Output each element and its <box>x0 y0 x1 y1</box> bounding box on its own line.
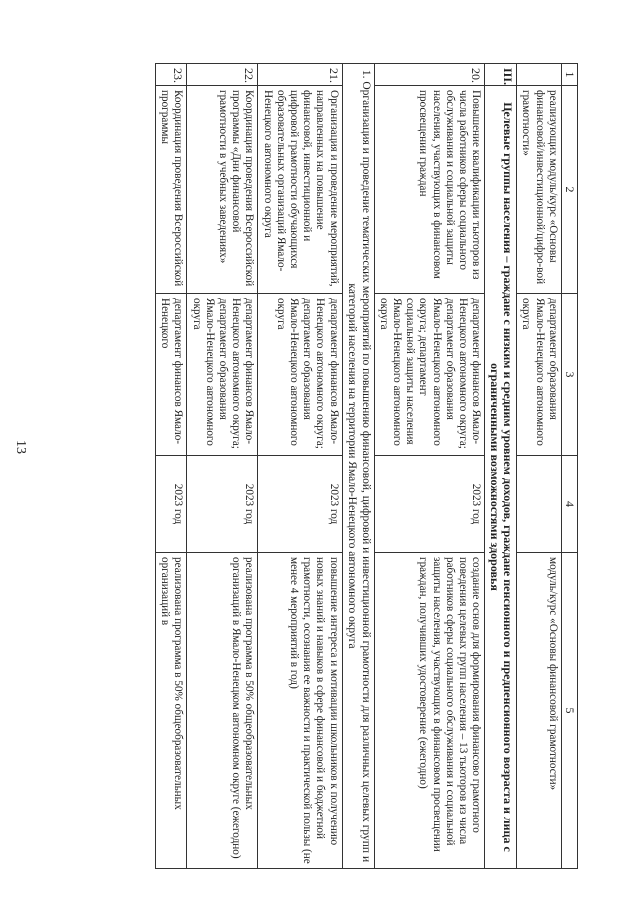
subsection-title: 1. Организация и проведение тематических мероприятий по повышению финансовой, цифровой и инвестиционной грамотности для различных целевых групп и категорий населения на территории Ямало-Ненецкого автономного округа <box>342 64 374 869</box>
row-result: реализована программа в 50% общеобразовательных организаций в Ямало-Ненецком автономном округе (ежегодно) <box>187 553 258 869</box>
table-row <box>374 64 485 869</box>
table-row <box>187 64 258 869</box>
header-col-5: 5 <box>561 553 577 869</box>
row-num: 22. <box>187 64 258 86</box>
row-executor: департамент финансов Ямало-Ненецкого автономного округа; департамент образования Ямало-Ненецкого автономного округа <box>258 294 342 456</box>
row-term: 2023 год <box>155 456 186 553</box>
row-term: 2023 год <box>374 456 485 553</box>
row-name: Организация и проведение мероприятий, направленных на повышение финансовой, инвестиционной и цифровой грамотности обучающихся образовательных организаций Ямало-Ненецкого автономного округа <box>258 86 342 294</box>
row-name: Координация проведения Всероссийской программы <box>155 86 186 294</box>
row-name: реализующих модуль/курс «Основы финансовой/инвестиционной/цифро-вой грамотности» <box>517 86 562 294</box>
row-executor: департамент образования Ямало-Ненецкого автономного округа <box>517 294 562 456</box>
row-executor: департамент финансов Ямало-Ненецкого <box>155 294 186 456</box>
header-col-4: 4 <box>561 456 577 553</box>
row-result: реализована программа в 50% общеобразовательных организаций в <box>155 553 186 869</box>
row-executor: департамент финансов Ямало-Ненецкого автономного округа; департамент образования Ямало-Ненецкого автономного округа <box>187 294 258 456</box>
page-number: 13 <box>13 440 28 454</box>
row-executor: департамент финансов Ямало-Ненецкого автономного округа; департамент образования Ямало-Ненецкого автономного округа; департамент социальной защиты населения Ямало-Ненецкого автономного округа <box>374 294 485 456</box>
row-result: создание основ для формирования финансово грамотного поведения целевых групп населения – 13 тьюторов из числа работников сферы социального обслуживания и социальной защиты населения, участвующих в финансовом просвещении граждан, получивших удостоверение (ежегодно) <box>374 553 485 869</box>
row-name: Координация проведения Всероссийской программы «Дни финансовой грамотности в учебных заведениях» <box>187 86 258 294</box>
row-name: Повышение квалификации тьюторов из числа работников сферы социального обслуживания и социальной защиты населения, участвующих в финансовом просвещении граждан <box>374 86 485 294</box>
section-row <box>485 64 517 869</box>
row-num <box>517 64 562 86</box>
header-col-3: 3 <box>561 294 577 456</box>
row-num: 21. <box>258 64 342 86</box>
row-result: модуль/курс «Основы финансовой грамотности» <box>517 553 562 869</box>
section-title: Целевые группы населения – граждане с низким и средним уровнем доходов, граждане пенсионного и предпенсионного возраста и лица с ограниченными возможностями здоровья <box>485 86 517 869</box>
table-row <box>258 64 342 869</box>
header-col-2: 2 <box>561 86 577 294</box>
subsection-row <box>342 64 374 869</box>
row-num: 20. <box>374 64 485 86</box>
row-num: 23. <box>155 64 186 86</box>
row-result: повышение интереса и мотивации школьников к получению новых знаний и навыков в сфере финансовой и бюджетной грамотности, осознания ее важности и практической пользы (не менее 4 мероприятий в год) <box>258 553 342 869</box>
row-term: 2023 год <box>187 456 258 553</box>
measures-table <box>155 63 578 869</box>
table-row <box>517 64 562 869</box>
table-row <box>155 64 186 869</box>
row-term: 2023 год <box>258 456 342 553</box>
section-number: III. <box>485 64 517 86</box>
header-row <box>561 64 577 869</box>
rotated-table-sheet <box>48 63 578 868</box>
header-col-1: 1 <box>561 64 577 86</box>
row-term <box>517 456 562 553</box>
